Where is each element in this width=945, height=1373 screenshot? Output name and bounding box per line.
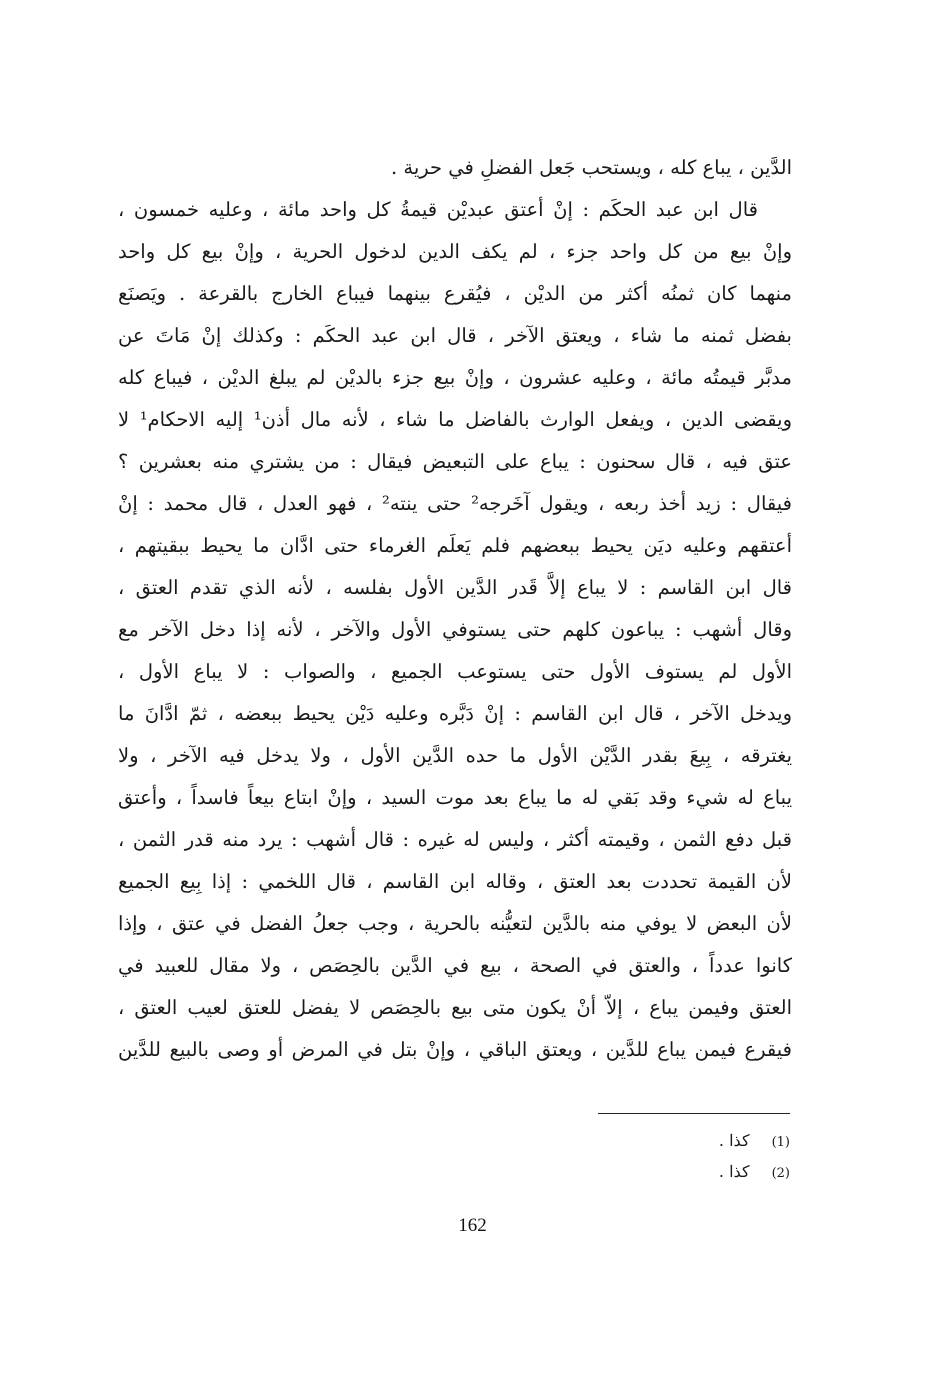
text-line: ويقضى الدين ، ويفعل الوارث بالفاضل ما شاء ، لأنه مال أذن¹ إليه الاحكام¹ لا <box>118 408 792 431</box>
text-line: قال ابن القاسم : لا يباع إلاَّ قَدر الدَّين الأول بفلسه ، لأنه الذي تقدم العتق ، <box>118 576 792 599</box>
text-line: فيقرع فيمن يباع للدَّين ، ويعتق الباقي ، وإنْ بتل في المرض أو وصى بالبيع للدَّين <box>118 1038 792 1061</box>
text-line: ويدخل الآخر ، قال ابن القاسم : إنْ دَبَّره وعليه دَيْن يحيط ببعضه ، ثمّ ادَّانَ ما <box>118 702 792 725</box>
footnote-number: (1) <box>771 1135 790 1150</box>
text-line: وإنْ بيع من كل واحد جزء ، لم يكف الدين لدخول الحرية ، وإنْ بيع كل واحد <box>118 240 792 263</box>
text-line: قال ابن عبد الحكَم : إنْ أعتق عبديْن قيمةُ كل واحد مائة ، وعليه خمسون ، <box>118 198 758 221</box>
main-text <box>118 147 792 1071</box>
page-number: 162 <box>458 1215 487 1236</box>
text-line: يغترقه ، بِيعَ بقدر الدَّيْن الأول ما حده الدَّين الأول ، ولا يدخل فيه الآخر ، ولا <box>118 744 792 767</box>
footnote-separator <box>598 1113 790 1114</box>
text-line: الدَّين ، يباع كله ، ويستحب جَعل الفضلِ في حرية . <box>391 156 792 179</box>
footnote-text: كذا . <box>718 1162 750 1181</box>
footnote-number: (2) <box>771 1166 790 1181</box>
text-line: قبل دفع الثمن ، وقيمته أكثر ، وليس له غيره : قال أشهب : يرد منه قدر الثمن ، <box>118 828 792 851</box>
text-line: وقال أشهب : يباعون كلهم حتى يستوفي الأول والآخر ، لأنه إذا دخل الآخر مع <box>118 618 792 641</box>
text-line: الأول لم يستوف الأول حتى يستوعب الجميع ، والصواب : لا يباع الأول ، <box>118 660 792 683</box>
text-line: العتق وفيمن يباع ، إلاّ أنْ يكون متى بيع بالحِصَص لا يفضل للعتق لعيب العتق ، <box>118 996 792 1019</box>
footnotes <box>560 1125 790 1187</box>
text-line: لأن القيمة تحددت بعد العتق ، وقاله ابن القاسم ، قال اللخمي : إذا بِيع الجميع <box>118 870 792 893</box>
text-line: لأن البعض لا يوفي منه بالدَّين لتعيُّنه بالحرية ، وجب جعلُ الفضل في عتق ، وإذا <box>118 912 792 935</box>
text-line: منهما كان ثمنُه أكثر من الديْن ، فيُقرع بينهما فيباع الخارج بالقرعة . ويَصنَع <box>118 282 792 305</box>
text-line: فيقال : زيد أخذ ربعه ، ويقول آخَرجه² حتى ينته² ، فهو العدل ، قال محمد : إنْ <box>118 492 792 515</box>
footnote <box>560 1156 790 1187</box>
text-line: بفضل ثمنه ما شاء ، ويعتق الآخر ، قال ابن عبد الحكَم : وكذلك إنْ مَاتَ عن <box>118 324 792 347</box>
footnote-text: كذا . <box>718 1131 750 1150</box>
text-line: عتق فيه ، قال سحنون : يباع على التبعيض فيقال : من يشتري منه بعشرين ؟ <box>118 450 792 473</box>
text-line: كانوا عدداً ، والعتق في الصحة ، بيع في الدَّين بالحِصَص ، ولا مقال للعبيد في <box>118 954 792 977</box>
text-line: مدبَّر قيمتُه مائة ، وعليه عشرون ، وإنْ بيع جزء بالديْن لم يبلغ الديْن ، فيباع كله <box>118 366 792 389</box>
text-line: يباع له شيء وقد بَقي له ما يباع بعد موت السيد ، وإنْ ابتاع بيعاً فاسداً ، وأعتق <box>118 786 792 809</box>
text-line: أعتقهم وعليه ديَن يحيط ببعضهم فلم يَعلَم الغرماء حتى ادَّان ما يحيط ببقيتهم ، <box>118 534 792 557</box>
footnote <box>560 1125 790 1156</box>
